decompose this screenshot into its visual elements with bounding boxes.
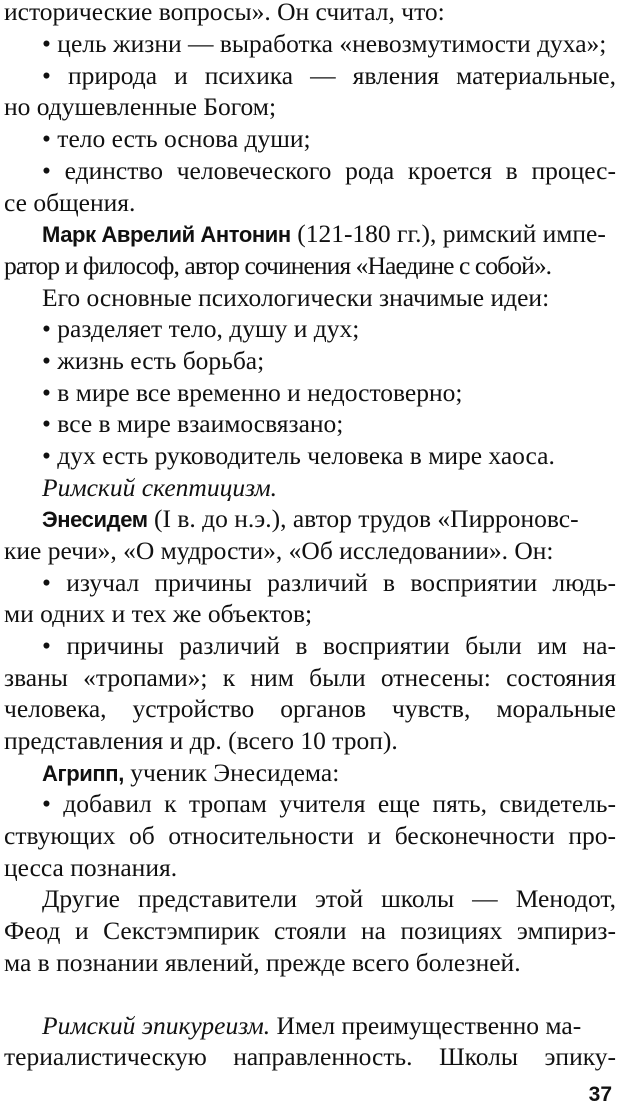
bullet-item: • цель жизни — выработка «невозмутимости духа»; xyxy=(42,29,607,58)
bullet-item: • жизнь есть борьба; xyxy=(42,346,265,375)
bullet-item: • дух есть руководитель человека в мире хаоса. xyxy=(42,441,555,470)
bullet-item: • все в мире взаимосвязано; xyxy=(42,409,344,438)
text-line: териалистическую направленность. Школы эпику- xyxy=(4,1042,616,1071)
person-name: Энесидем xyxy=(42,507,148,532)
text-line: Феод и Секстэмпирик стояли на позициях эмпириз- xyxy=(4,916,616,945)
text-span: (121-180 гг.), римский импе- xyxy=(290,219,606,248)
bullet-item: • единство человеческого рода кроется в процес- xyxy=(42,156,616,185)
paragraph-line xyxy=(42,217,616,251)
section-heading: Римский скептицизм. xyxy=(42,473,278,502)
text-line: ми одних и тех же объектов; xyxy=(4,599,313,628)
paragraph-line xyxy=(42,502,616,536)
section-heading: Римский эпикуреизм. xyxy=(42,1011,271,1040)
text-line: но одушевленные Богом; xyxy=(4,92,277,121)
text-line: ствующих об относительности и бесконечности про- xyxy=(4,821,616,850)
text-span: (I в. до н.э.), автор трудов «Пирроновс- xyxy=(147,504,579,533)
page-number: 37 xyxy=(588,1083,612,1106)
bullet-item: • природа и психика — явления материальные, xyxy=(42,61,616,90)
text-line: званы «тропами»; к ним были отнесены: состояния xyxy=(4,663,616,692)
person-name: Марк Аврелий Антонин xyxy=(42,222,291,247)
text-line: цесса познания. xyxy=(4,853,178,882)
text-line: Его основные психологически значимые идеи: xyxy=(42,283,550,312)
text-line: се общения. xyxy=(4,188,136,217)
text-line: человека, устройство органов чувств, моральные xyxy=(4,694,616,723)
paragraph-line xyxy=(42,756,616,790)
text-line: кие речи», «О мудрости», «Об исследовании». Он: xyxy=(4,536,554,565)
bullet-item: • в мире все временно и недостоверно; xyxy=(42,378,463,407)
person-name: Агрипп, xyxy=(42,761,124,786)
text-line: представления и др. (всего 10 троп). xyxy=(4,726,398,755)
bullet-item: • изучал причины различий в восприятии людь- xyxy=(42,568,616,597)
bullet-item: • добавил к тропам учителя еще пять, свидетель- xyxy=(42,789,616,818)
text-line: Другие представители этой школы — Менодот, xyxy=(42,884,616,913)
bullet-item: • разделяет тело, душу и дух; xyxy=(42,314,360,343)
text-span: Имел преимущественно ма- xyxy=(270,1011,582,1040)
bullet-item: • причины различий в восприятии были им на- xyxy=(42,631,616,660)
text-span: ученик Энесидема: xyxy=(123,758,340,787)
text-line: ма в познании явлений, прежде всего болезней. xyxy=(4,948,521,977)
text-line: ратор и философ, автор сочинения «Наедине с собой». xyxy=(4,251,552,280)
text-line: исторические вопросы». Он считал, что: xyxy=(4,0,445,26)
bullet-item: • тело есть основа души; xyxy=(42,124,311,153)
paragraph-line xyxy=(42,1009,616,1043)
